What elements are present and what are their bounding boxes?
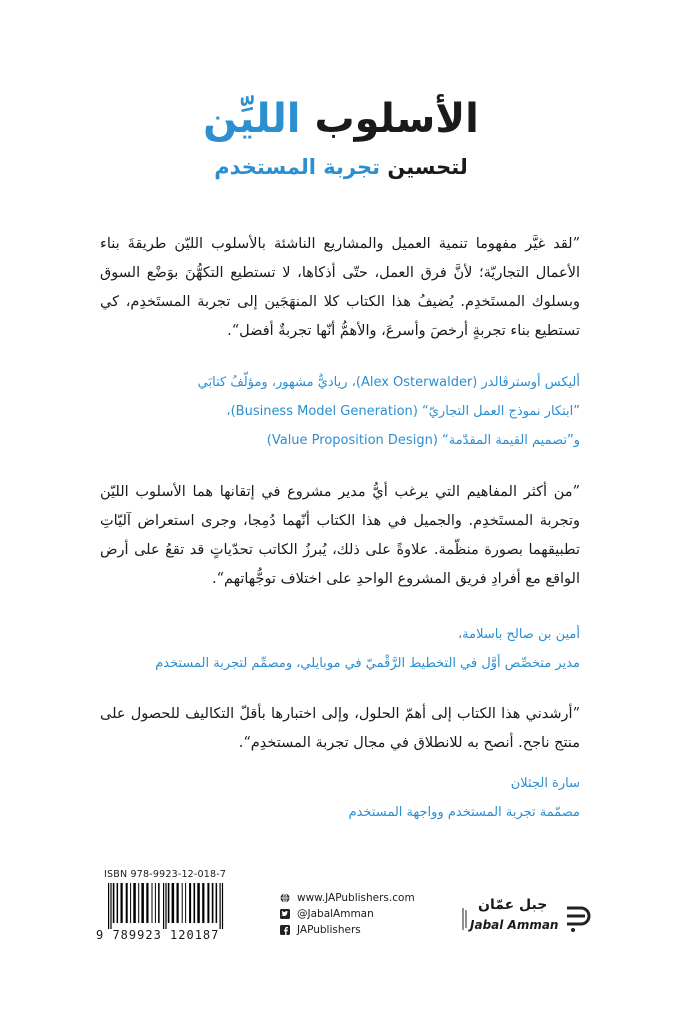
contact-facebook[interactable]	[280, 922, 440, 938]
barcode-bar	[121, 883, 123, 923]
title-accent: الليِّن	[203, 96, 301, 142]
attribution-3	[100, 769, 580, 827]
contact-text: JAPublishers	[297, 924, 361, 936]
barcode-bar	[141, 883, 144, 923]
barcode-bar	[133, 883, 136, 923]
subtitle-accent: تجربة المستخدم	[214, 155, 381, 179]
barcode-bar	[126, 883, 128, 923]
attribution-line: مدير متخصِّص أوَّل في التخطيط الرَّقْميّ في موبايلي، ومصمِّم لتجربة المستخدم	[155, 656, 580, 671]
quote-3: ”أرشدني هذا الكتاب إلى أهمّ الحلول، وإلى اختبارها بأقلّ التكاليف للحصول على منتج ناجح. أنصح به للانطلاق في مجال تجربة المستخدِم“.	[100, 706, 580, 751]
attribution-line: ”ابتكار نموذج العمل التجاريّ“ (Business Model Generation)،	[226, 404, 580, 419]
attribution-line: مصمّمة تجربة المستخدم وواجهة المستخدم	[348, 805, 580, 820]
barcode-bar	[172, 883, 175, 923]
barcode-bar	[220, 883, 221, 929]
barcode-bar	[158, 883, 160, 923]
attribution-line: و”تصميم القيمة المقدّمة“ (Value Proposition Design)	[266, 433, 580, 448]
barcode-bar	[163, 883, 164, 929]
barcode-bar	[146, 883, 148, 923]
subtitle-prefix: لتحسين	[380, 155, 468, 179]
barcode-bar	[155, 883, 156, 923]
book-title	[0, 92, 682, 146]
contact-website[interactable]	[280, 890, 440, 906]
attribution-line: أمين بن صالح باسلامة،	[457, 627, 580, 642]
isbn-label: ISBN 978-9923-12-018-7	[104, 869, 227, 880]
barcode-bar	[197, 883, 200, 923]
barcode-bar	[189, 883, 191, 923]
barcode-bar	[168, 883, 170, 923]
quote-2: ”من أكثر المفاهيم التي يرغب أيُّ مدير مشروع في إتقانها هما الأسلوب الليّن وتجربة المستَخدِم. والجميل في هذا الكتاب أنّهما دُمِجا، وجرى استعراض آليّاتِ تطبيقهما بصورة منظّمة. علاوةً على ذلك، يُبرزُ الكاتب تحدّياتٍ قد تقعُ على أرض الواقع مع أفرادِ فريق المشروع الواحدِ على اختلاف توجُّهاتهم“.	[100, 484, 580, 587]
attribution-1	[100, 368, 580, 455]
barcode-bar	[138, 883, 139, 923]
barcode-bar	[108, 883, 109, 929]
twitter-icon	[280, 909, 290, 919]
publisher-name-latin: Jabal Amman	[470, 918, 559, 932]
contact-list	[280, 890, 440, 938]
barcode-bar	[222, 883, 223, 929]
contact-twitter[interactable]	[280, 906, 440, 922]
barcode-bar	[152, 883, 153, 923]
barcode	[104, 883, 264, 931]
barcode-bar	[182, 883, 183, 923]
attribution-line: أليكس أوسترڤالدر (Alex Osterwalder)، رياديٌّ مشهور، ومؤلّفُ كتابَي	[197, 375, 580, 390]
publisher-name-arabic: جبل عمّان	[478, 897, 548, 913]
barcode-bar	[130, 883, 131, 923]
barcode-bar	[202, 883, 204, 923]
barcode-bar	[212, 883, 214, 923]
barcode-bar	[216, 883, 218, 923]
barcode-bar	[207, 883, 209, 923]
book-subtitle	[0, 152, 682, 182]
barcode-bar	[113, 883, 115, 923]
attribution-line: سارة الجثلان	[510, 776, 580, 791]
contact-text: @JabalAmman	[297, 908, 374, 920]
barcode-bar	[110, 883, 111, 929]
quote-1: ”لقد غيَّر مفهوما تنمية العميل والمشاريع الناشئة بالأسلوب الليّن طريقةَ بناء الأعمال التجاريّة؛ لأنَّ فرق العمل، حتّى أذكاها، لا تستطيع التكهُّنَ بوَضْع السوق وبسلوك المستَخدِم. يُضيفُ هذا الكتاب كلا المنهَجَين إلى تجربة المستَخدِم، كي تستطيع بناء تجربةٍ أرخصَ وأسرعَ، والأهمُّ أنّها تجربةٌ أفضل“.	[100, 236, 580, 339]
barcode-bar	[165, 883, 166, 929]
barcode-bar	[177, 883, 179, 923]
contact-text: www.JAPublishers.com	[297, 892, 415, 904]
globe-icon	[280, 893, 290, 903]
barcode-bar	[194, 883, 196, 923]
barcode-bar	[185, 883, 186, 923]
barcode-digits: 9 789923 120187	[96, 928, 220, 942]
attribution-2	[100, 620, 580, 678]
title-prefix: الأسلوب	[300, 96, 479, 142]
barcode-bar	[117, 883, 119, 923]
facebook-icon	[280, 925, 290, 935]
